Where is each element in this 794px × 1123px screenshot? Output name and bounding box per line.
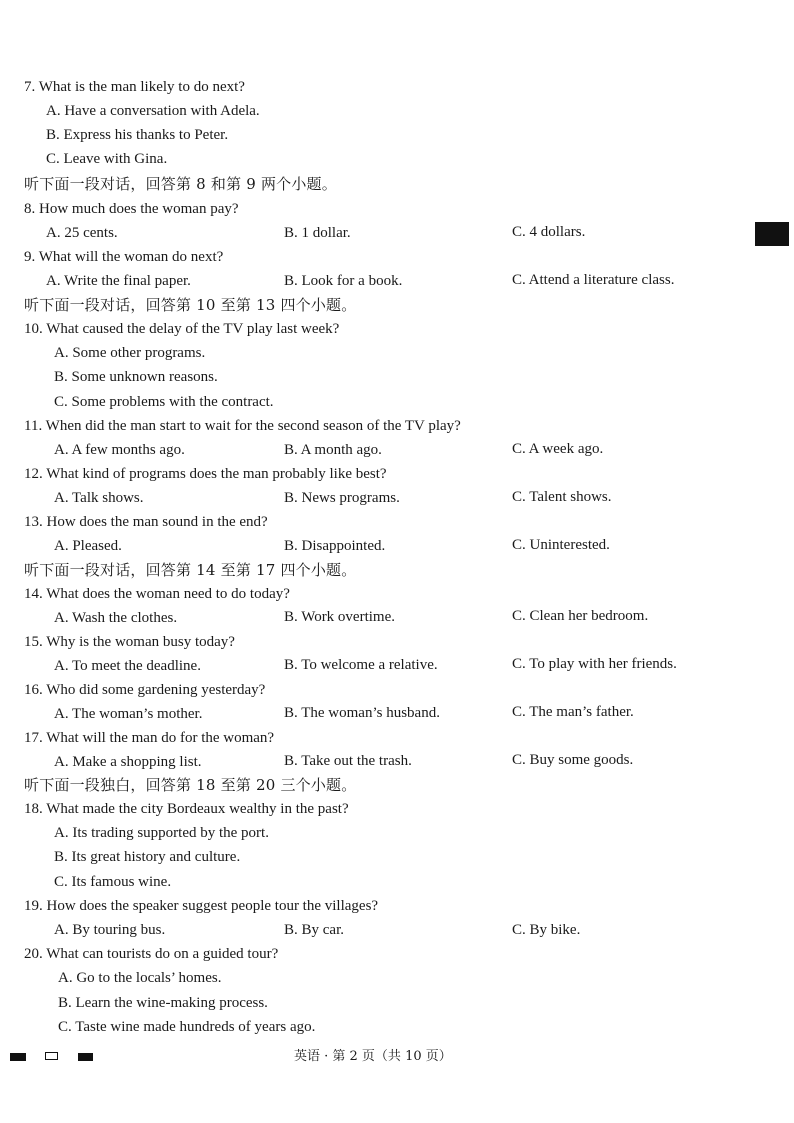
section-instruction-10-13: 听下面一段对话，回答第 10 至第 13 四个小题。	[24, 296, 357, 314]
question-17-option-a: A. Make a shopping list.	[54, 754, 202, 770]
question-18-option-b: B. Its great history and culture.	[54, 849, 241, 865]
question-7-option-b: B. Express his thanks to Peter.	[46, 127, 229, 143]
question-16-option-c: C. The man’s father.	[512, 704, 634, 720]
footer-registration-box	[45, 1052, 58, 1060]
question-17-stem: 17. What will the man do for the woman?	[24, 730, 275, 746]
question-19-option-c: C. By bike.	[512, 922, 581, 938]
side-tab-mark	[755, 222, 789, 246]
question-17-option-c: C. Buy some goods.	[512, 752, 634, 768]
question-8-option-c: C. 4 dollars.	[512, 224, 586, 240]
question-11-option-a: A. A few months ago.	[54, 442, 185, 458]
section-instruction-8-9: 听下面一段对话，回答第 8 和第 9 两个小题。	[24, 175, 337, 193]
question-9-option-b: B. Look for a book.	[284, 273, 403, 289]
question-7-option-c: C. Leave with Gina.	[46, 151, 168, 167]
question-15-option-a: A. To meet the deadline.	[54, 658, 201, 674]
question-10-option-a: A. Some other programs.	[54, 345, 206, 361]
question-15-option-b: B. To welcome a relative.	[284, 657, 438, 673]
footer-registration-mark-right	[78, 1053, 93, 1061]
question-18-option-c: C. Its famous wine.	[54, 874, 172, 890]
section-instruction-14-17: 听下面一段对话，回答第 14 至第 17 四个小题。	[24, 561, 357, 579]
question-13-option-a: A. Pleased.	[54, 538, 122, 554]
question-14-option-c: C. Clean her bedroom.	[512, 608, 649, 624]
question-18-stem: 18. What made the city Bordeaux wealthy in the past?	[24, 801, 349, 817]
question-19-stem: 19. How does the speaker suggest people tour the villages?	[24, 898, 379, 914]
question-16-option-b: B. The woman’s husband.	[284, 705, 440, 721]
question-20-stem: 20. What can tourists do on a guided tour?	[24, 946, 279, 962]
footer-registration-mark-left	[10, 1053, 26, 1061]
question-17-option-b: B. Take out the trash.	[284, 753, 412, 769]
question-15-stem: 15. Why is the woman busy today?	[24, 634, 235, 650]
question-7-option-a: A. Have a conversation with Adela.	[46, 103, 260, 119]
question-9-stem: 9. What will the woman do next?	[24, 249, 224, 265]
question-12-stem: 12. What kind of programs does the man probably like best?	[24, 466, 387, 482]
question-14-option-a: A. Wash the clothes.	[54, 610, 178, 626]
question-10-stem: 10. What caused the delay of the TV play last week?	[24, 321, 340, 337]
question-14-stem: 14. What does the woman need to do today?	[24, 586, 290, 602]
question-9-option-a: A. Write the final paper.	[46, 273, 191, 289]
question-8-option-b: B. 1 dollar.	[284, 225, 351, 241]
page-number: 英语 · 第 2 页（共 10 页）	[294, 1049, 452, 1064]
question-16-option-a: A. The woman’s mother.	[54, 706, 203, 722]
section-instruction-18-20: 听下面一段独白，回答第 18 至第 20 三个小题。	[24, 776, 357, 794]
question-13-stem: 13. How does the man sound in the end?	[24, 514, 268, 530]
question-10-option-c: C. Some problems with the contract.	[54, 394, 274, 410]
question-20-option-c: C. Taste wine made hundreds of years ago.	[58, 1019, 316, 1035]
question-11-stem: 11. When did the man start to wait for the second season of the TV play?	[24, 418, 461, 434]
question-16-stem: 16. Who did some gardening yesterday?	[24, 682, 266, 698]
question-8-stem: 8. How much does the woman pay?	[24, 201, 239, 217]
question-10-option-b: B. Some unknown reasons.	[54, 369, 218, 385]
question-7-stem: 7. What is the man likely to do next?	[24, 79, 245, 95]
question-20-option-a: A. Go to the locals’ homes.	[58, 970, 222, 986]
question-12-option-c: C. Talent shows.	[512, 489, 612, 505]
question-13-option-b: B. Disappointed.	[284, 538, 386, 554]
question-18-option-a: A. Its trading supported by the port.	[54, 825, 269, 841]
question-15-option-c: C. To play with her friends.	[512, 656, 677, 672]
question-19-option-a: A. By touring bus.	[54, 922, 166, 938]
question-8-option-a: A. 25 cents.	[46, 225, 118, 241]
question-9-option-c: C. Attend a literature class.	[512, 272, 675, 288]
question-14-option-b: B. Work overtime.	[284, 609, 395, 625]
question-13-option-c: C. Uninterested.	[512, 537, 610, 553]
question-11-option-c: C. A week ago.	[512, 441, 604, 457]
question-20-option-b: B. Learn the wine-making process.	[58, 995, 268, 1011]
question-12-option-a: A. Talk shows.	[54, 490, 144, 506]
question-12-option-b: B. News programs.	[284, 490, 400, 506]
question-11-option-b: B. A month ago.	[284, 442, 382, 458]
question-19-option-b: B. By car.	[284, 922, 344, 938]
